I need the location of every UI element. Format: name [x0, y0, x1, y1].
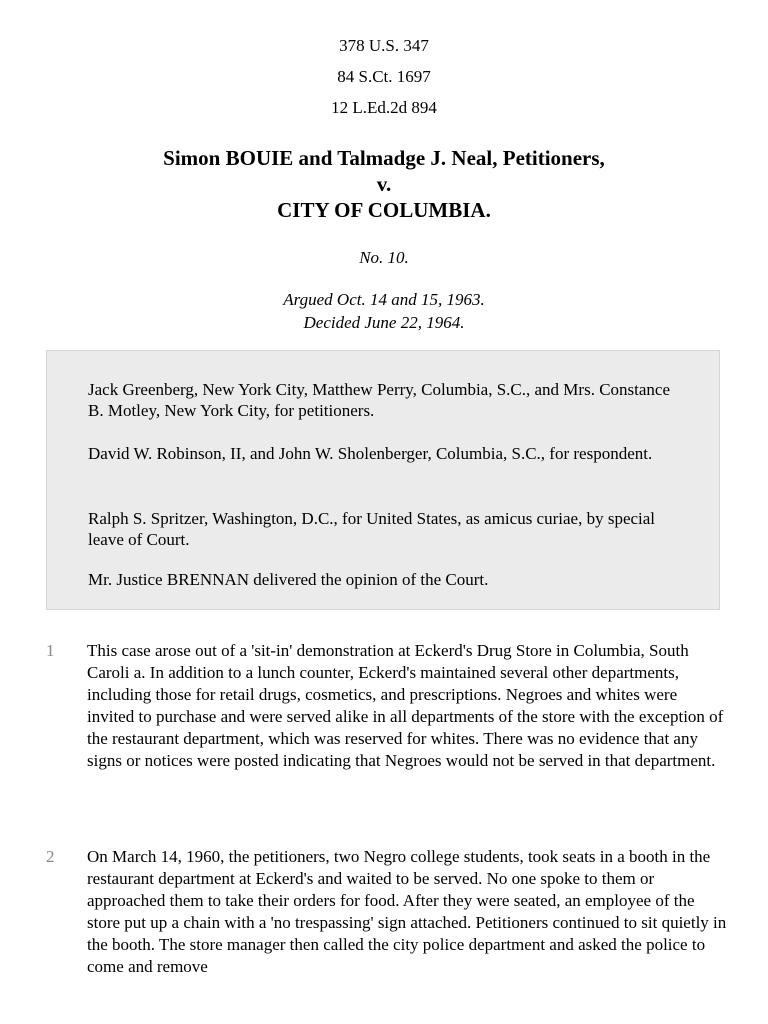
argued-date: Argued Oct. 14 and 15, 1963. [283, 290, 485, 309]
counsel-amicus: Ralph S. Spritzer, Washington, D.C., for United States, as amicus curiae, by special leave of Court. [88, 509, 656, 549]
paragraph-number: 2 [46, 847, 55, 866]
citation-lawyers-edition: 12 L.Ed.2d 894 [331, 98, 437, 117]
opinion-author-line: Mr. Justice BRENNAN delivered the opinion of the Court. [88, 570, 489, 589]
case-caption-versus: v. [376, 172, 392, 196]
citation-us-reports: 378 U.S. 347 [339, 36, 429, 55]
paragraph-number: 1 [46, 641, 55, 660]
case-caption-parties: Simon BOUIE and Talmadge J. Neal, Petitioners, [163, 146, 605, 170]
case-caption-respondent: CITY OF COLUMBIA. [277, 198, 491, 222]
counsel-respondent: David W. Robinson, II, and John W. Sholenberger, Columbia, S.C., for respondent. [88, 444, 653, 463]
decided-date: Decided June 22, 1964. [303, 313, 465, 332]
docket-number: No. 10. [359, 248, 409, 267]
counsel-petitioners: Jack Greenberg, New York City, Matthew Perry, Columbia, S.C., and Mrs. Constance B. Motley, New York City, for petitioners. [88, 380, 671, 420]
opinion-paragraph: This case arose out of a 'sit-in' demonstration at Eckerd's Drug Store in Columbia, South Caroli a. In addition to a lunch counter, Eckerd's maintained several other departments, including those for retail drugs, cosmetics, and prescriptions. Negroes and whites were invited to purchase and were served alike in all departments of the store with the exception of the restaurant department, which was reserved for whites. There was no evidence that any signs or notices were posted indicating that Negroes would not be served in that department. [87, 641, 724, 770]
citation-supreme-court-reporter: 84 S.Ct. 1697 [337, 67, 431, 86]
opinion-paragraph: On March 14, 1960, the petitioners, two Negro college students, took seats in a booth in the restaurant department at Eckerd's and waited to be served. No one spoke to them or approached them to take their orders for food. After they were seated, an employee of the store put up a chain with a 'no trespassing' sign attached. Petitioners continued to sit quietly in the booth. The store manager then called the city police department and asked the police to come and remove [87, 847, 727, 976]
counsel-box [46, 350, 720, 610]
